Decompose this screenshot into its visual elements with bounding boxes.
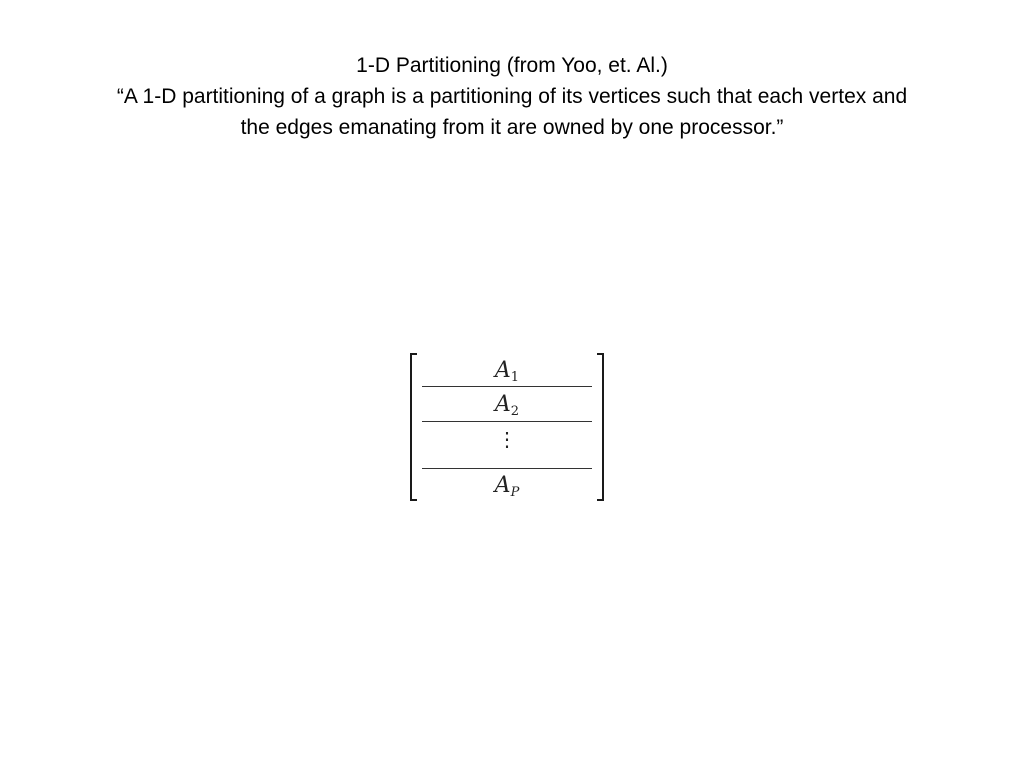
right-bracket (597, 353, 604, 501)
definition-quote-line-1: “A 1-D partitioning of a graph is a partitioning of its vertices such that each vertex and (116, 85, 908, 108)
matrix-row-a1: $A_1$ (494, 358, 520, 385)
matrix-row-a2: $A_2$ (494, 392, 520, 419)
title-line: 1-D Partitioning (from Yoo, et. Al.) (356, 54, 668, 77)
left-bracket (410, 353, 417, 501)
matrix-row-ap: $A_P$ (494, 473, 520, 500)
vertical-ellipsis: ⋮ (497, 427, 517, 451)
row-divider (422, 421, 592, 422)
definition-quote-line-2: the edges emanating from it are owned by one processor.” (240, 116, 784, 139)
row-divider (422, 386, 592, 387)
slide-title (40, 50, 984, 143)
block-row-matrix (410, 353, 604, 503)
row-divider (422, 468, 592, 469)
